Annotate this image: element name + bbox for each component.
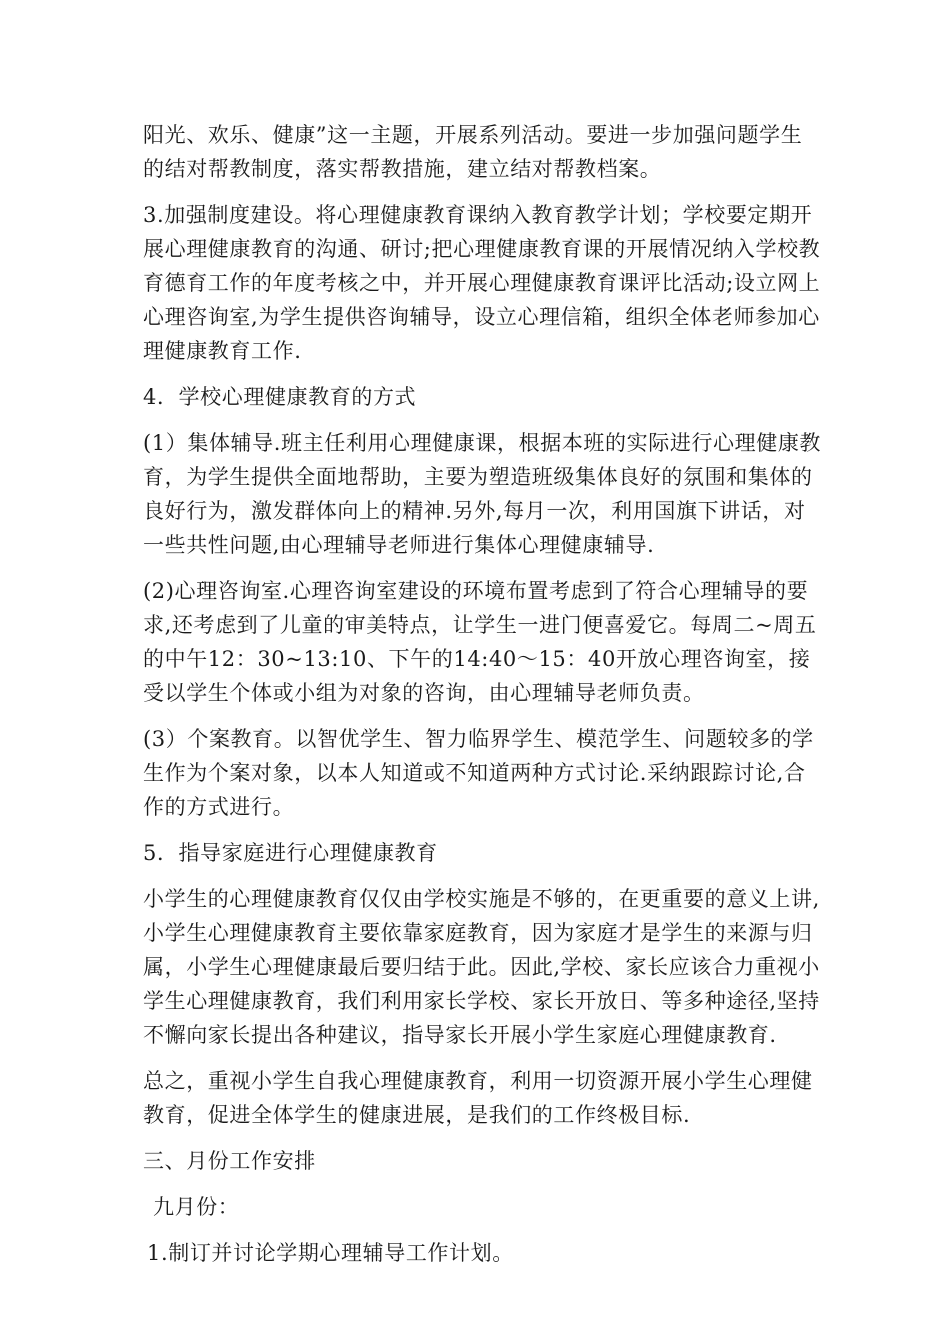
paragraph-system-building: 3.加强制度建设。将心理健康教育课纳入教育教学计划；学校要定期开展心理健康教育的沟通、研讨;把心理健康教育课的开展情况纳入学校教育德育工作的年度考核之中，并开展心理健康教育课评比活动;设立网上心理咨询室,为学生提供咨询辅导，设立心理信箱，组织全体老师参加心理健康教育工作. bbox=[143, 203, 821, 363]
paragraph-family-education: 小学生的心理健康教育仅仅由学校实施是不够的，在更重要的意义上讲,小学生心理健康教育主要依靠家庭教育，因为家庭才是学生的来源与归属，小学生心理健康最后要归结于此。因此,学校、家长应该合力重视小学生心理健康教育，我们利用家长学校、家长开放日、等多种途径,坚持不懈向家长提出各种建议，指导家长开展小学生家庭心理健康教育. bbox=[143, 887, 820, 1047]
subheading-september: 九月份： bbox=[153, 1195, 240, 1219]
heading-education-methods: 4．学校心理健康教育的方式 bbox=[143, 385, 417, 409]
paragraph-case-education: (3）个案教育。以智优学生、智力临界学生、模范学生、问题较多的学生作为个案对象，以本人知道或不知道两种方式讨论.采纳跟踪讨论,合作的方式进行。 bbox=[143, 727, 814, 819]
heading-monthly-schedule: 三、月份工作安排 bbox=[143, 1149, 316, 1173]
paragraph-counseling-room: (2)心理咨询室.心理咨询室建设的环境布置考虑到了符合心理辅导的要求,还考虑到了儿童的审美特点，让学生一进门便喜爱它。每周二~周五的中午12：30~13:10、下午的14:40～15：40开放心理咨询室，接受以学生个体或小组为对象的咨询，由心理辅导老师负责。 bbox=[143, 579, 817, 705]
heading-family-guidance: 5．指导家庭进行心理健康教育 bbox=[143, 841, 438, 865]
paragraph-group-counseling: (1）集体辅导.班主任利用心理健康课，根据本班的实际进行心理健康教育，为学生提供全面地帮助，主要为塑造班级集体良好的氛围和集体的良好行为，激发群体向上的精神.另外,每月一次，利用国旗下讲话，对一些共性问题,由心理辅导老师进行集体心理健康辅导. bbox=[143, 431, 822, 557]
paragraph-theme-activities: 阳光、欢乐、健康”这一主题，开展系列活动。要进一步加强问题学生的结对帮教制度，落实帮教措施，建立结对帮教档案。 bbox=[143, 123, 803, 181]
paragraph-conclusion: 总之，重视小学生自我心理健康教育，利用一切资源开展小学生心理健教育，促进全体学生的健康进展，是我们的工作终极目标. bbox=[143, 1069, 813, 1127]
document-body bbox=[143, 118, 823, 1282]
list-item-plan: 1.制订并讨论学期心理辅导工作计划。 bbox=[147, 1241, 514, 1265]
